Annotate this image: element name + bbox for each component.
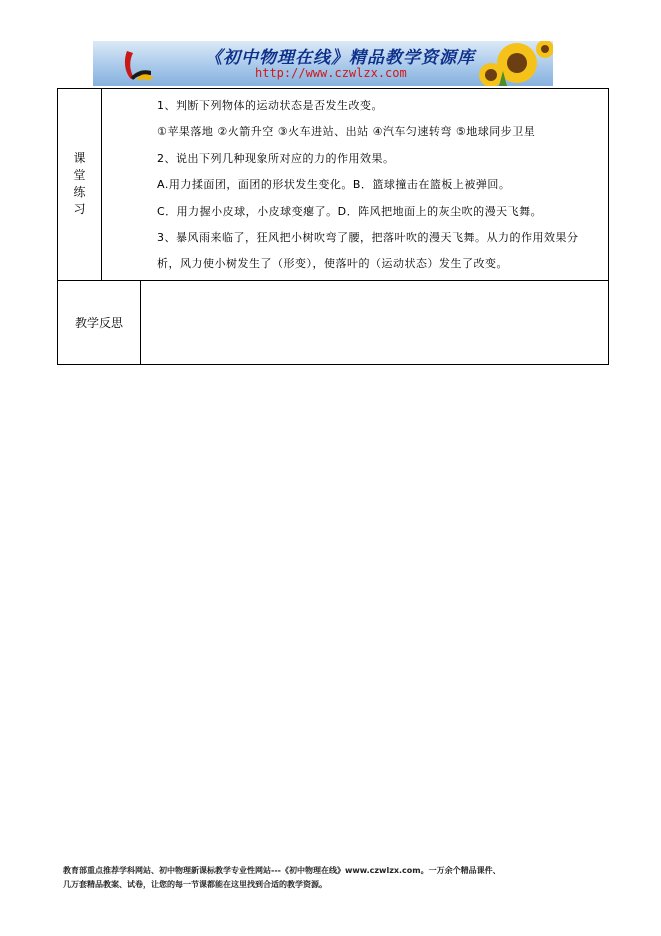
exercise-label <box>58 89 102 281</box>
label-char: 练 <box>73 185 86 200</box>
exercise-line: 1、判断下列物体的运动状态是否发生改变。 <box>157 99 383 112</box>
exercise-row <box>58 89 609 281</box>
exercise-line: C．用力握小皮球，小皮球变瘪了。D．阵风把地面上的灰尘吹的漫天飞舞。 <box>157 204 543 218</box>
header-banner <box>93 41 553 86</box>
label-char: 堂 <box>73 168 86 183</box>
exercise-content <box>102 89 609 281</box>
exercise-line: 析，风力使小树发生了（形变），使落叶的（运动状态）发生了改变。 <box>157 257 508 271</box>
label-char: 习 <box>73 202 86 217</box>
exercise-line: 3、暴风雨来临了，狂风把小树吹弯了腰，把落叶吹的漫天飞舞。从力的作用效果分 <box>157 231 579 245</box>
banner-title: 《初中物理在线》精品教学资源库 <box>205 48 475 68</box>
sunflower-icon <box>469 41 553 86</box>
footer-line: 教育部重点推荐学科网站、初中物理新课标教学专业性网站---《初中物理在线》www.czwlzx.com。一万余个精品课件、 <box>63 866 501 875</box>
logo-icon <box>117 47 157 83</box>
exercise-line: 2、说出下列几种现象所对应的力的作用效果。 <box>157 151 395 165</box>
exercise-line: A.用力揉面团，面团的形状发生变化。B．篮球撞击在篮板上被弹回。 <box>157 178 511 192</box>
label-char: 课 <box>73 151 86 166</box>
exercise-line: ①苹果落地 ②火箭升空 ③火车进站、出站 ④汽车匀速转弯 ⑤地球同步卫星 <box>157 125 536 139</box>
footer-line: 几万套精品教案、试卷，让您的每一节课都能在这里找到合适的教学资源。 <box>63 880 327 889</box>
page-footer <box>63 864 603 892</box>
reflection-row <box>58 280 609 364</box>
lesson-table <box>57 88 609 365</box>
reflection-content[interactable] <box>141 280 609 364</box>
banner-url[interactable]: http://www.czwlzx.com <box>255 66 407 80</box>
reflection-label: 教学反思 <box>58 280 141 364</box>
